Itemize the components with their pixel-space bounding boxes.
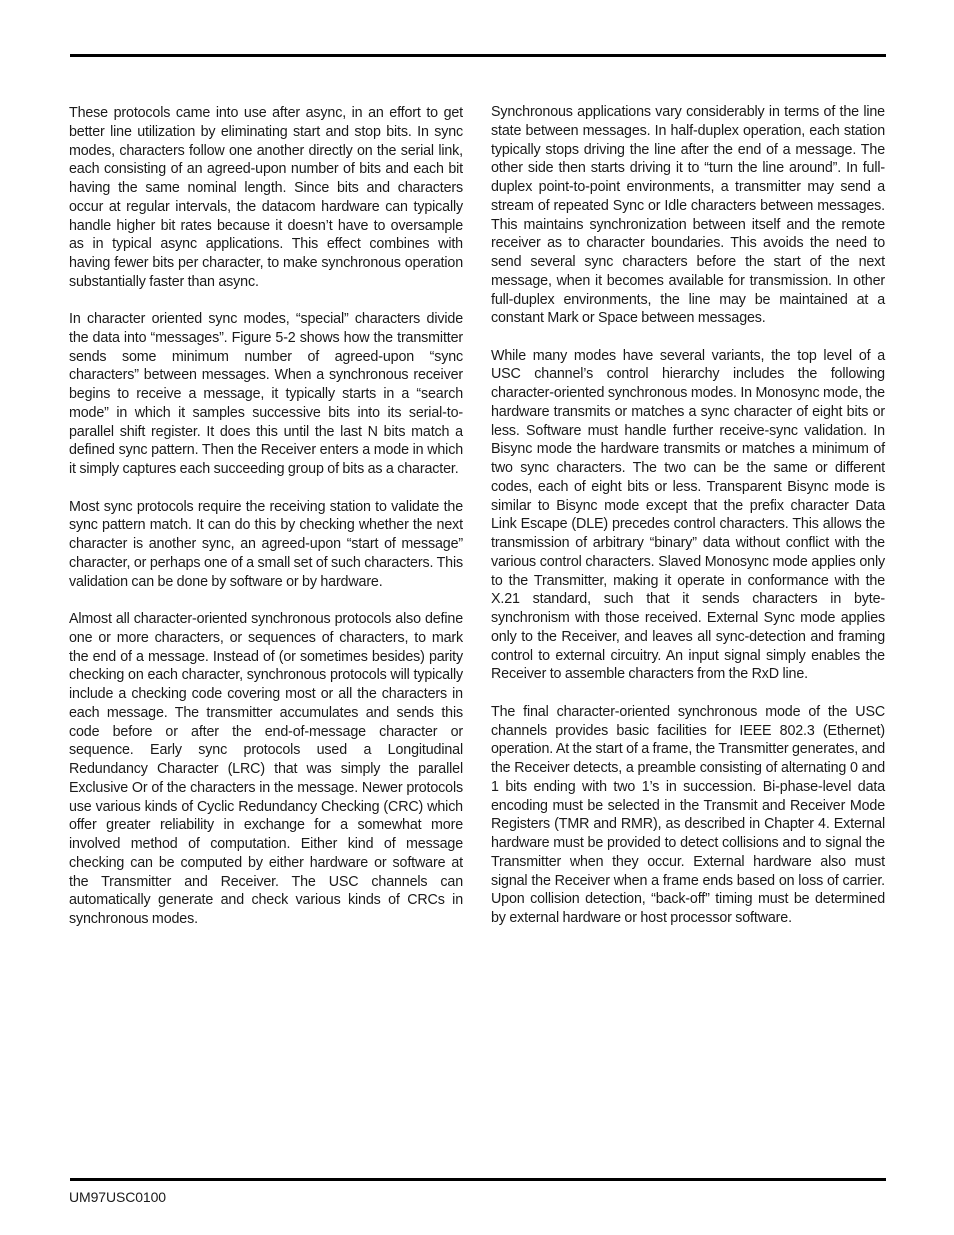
right-paragraph-2: While many modes have several variants, the top level of a USC channel’s control hierarchy includes the following character-oriented synchronous modes. In Monosync mode, the hardware transmits or matches a sync character of eight bits or less. Software must handle further receive-sync validation. In Bisync mode the hardware transmits or matches a minimum of two sync characters. The two can be the same or different codes, each of eight bits or less. Transparent Bisync mode is similar to Bisync mode except that the prefix character Data Link Escape (DLE) precedes control characters. This allows the transmission of arbitrary “binary” data without conflict with the various control characters. Slaved Monosync mode applies only to the Transmitter, making it operate in conformance with the X.21 standard, such that it sends characters in byte-synchronism with those received. External Sync mode applies only to the Receiver, and leaves all sync-detection and framing control to external circuitry. An input signal simply enables the Receiver to assemble characters from the RxD line. (491, 347, 885, 683)
left-paragraph-1: These protocols came into use after async, in an effort to get better line utilization by eliminating start and stop bits. In sync modes, characters follow one another directly on the serial link, each consisting of an agreed-upon number of bits and each bit having the same nominal length. Since bits and characters occur at regular intervals, the datacom hardware can typically handle higher bit rates because it doesn’t have to oversample as in typical async applications. This effect combines with having fewer bits per character, to make synchronous operation substantially faster than async. (69, 105, 463, 290)
document-code: UM97USC0100 (69, 1189, 166, 1205)
right-paragraph-3: The final character-oriented synchronous mode of the USC channels provides basic facilities for IEEE 802.3 (Ethernet) operation. At the start of a frame, the Transmitter generates, and the Receiver detects, a preamble consisting of alternating 0 and 1 bits ending with two 1’s in succession. Bi-phase-level data encoding must be selected in the Transmit and Receiver Mode Registers (TMR and RMR), as described in Chapter 4. External hardware must be provided to detect collisions and to signal the Transmitter when they occur. External hardware also must signal the Receiver when a frame ends based on loss of carrier. Upon collision detection, “back-off” timing must be determined by external hardware or host processor software. (491, 703, 885, 927)
header-rule (70, 54, 886, 57)
left-paragraph-4: Almost all character-oriented synchronous protocols also define one or more characters, or sequences of characters, to mark the end of a message. Instead of (or sometimes besides) parity checking on each character, synchronous protocols will typically include a checking code covering most or all the characters in each message. The transmitter accumulates and sends this code before or after the end-of-message character or sequence. Early sync protocols used a Longitudinal Redundancy Character (LRC) that was simply the parallel Exclusive Or of the characters in the message. Newer protocols use various kinds of Cyclic Redundancy Checking (CRC) which offer greater reliability in exchange for a somewhat more involved method of computation. Either kind of message checking can be computed by either hardware or software at the Transmitter and Receiver. The USC channels can automatically generate and check various kinds of CRCs in synchronous modes. (69, 611, 463, 928)
left-column (69, 103, 463, 948)
footer-rule (70, 1178, 886, 1181)
right-column (491, 103, 885, 947)
left-paragraph-3: Most sync protocols require the receiving station to validate the sync pattern match. It can do this by checking whether the next character is another sync, an agreed-upon “start of message” character, or perhaps one of a small set of such characters. This validation can be done by software or by hardware. (69, 498, 463, 590)
right-paragraph-1: Synchronous applications vary considerably in terms of the line state between messages. In half-duplex operation, each station typically stops driving the line after the end of a message. The other side then starts driving it to “turn the line around”. In full-duplex point-to-point environments, a transmitter may send a stream of repeated Sync or Idle characters between messages. This maintains synchronization between itself and the remote receiver as to character boundaries. This avoids the need to send several sync characters before the start of the next message, when it becomes available for transmission. In other full-duplex environments, the line may be maintained at a constant Mark or Space between messages. (491, 104, 885, 327)
left-paragraph-2: In character oriented sync modes, “special” characters divide the data into “messages”. Figure 5-2 shows how the transmitter sends some minimum number of agreed-upon “sync characters” between messages. When a synchronous receiver begins to receive a message, it typically starts in a “search mode” in which it samples successive bits into its serial-to-parallel shift register. It does this until the last N bits match a defined sync pattern. Then the Receiver enters a mode in which it simply captures each succeeding group of bits as a character. (69, 311, 463, 478)
